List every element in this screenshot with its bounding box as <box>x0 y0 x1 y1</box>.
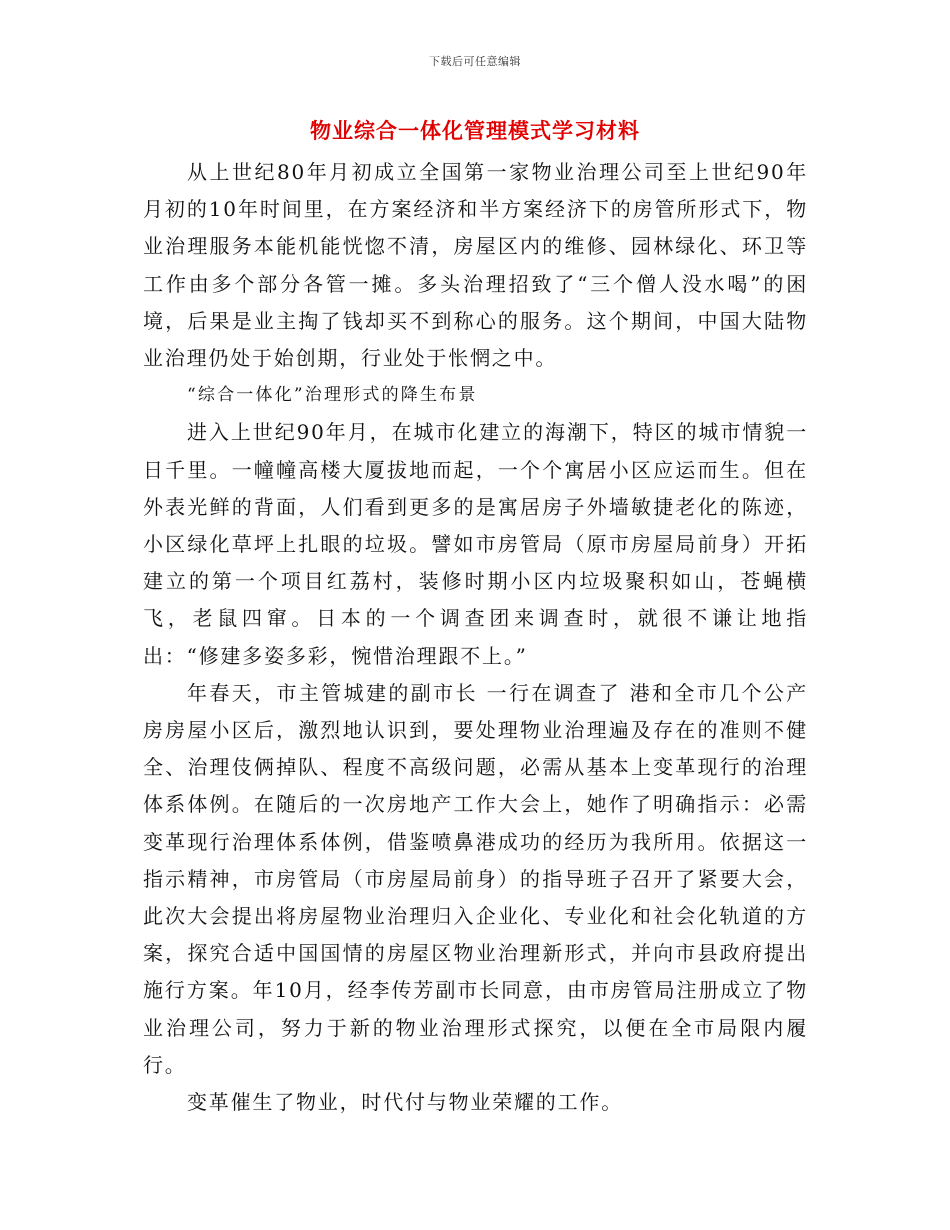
document-title: 物业综合一体化管理模式学习材料 <box>310 118 640 143</box>
paragraph-2: 进入上世纪90年月，在城市化建立的海潮下，特区的城市情貌一日千里。一幢幢高楼大厦拔地而起，一个个寓居小区应运而生。但在外表光鲜的背面，人们看到更多的是寓居房子外墙敏捷老化的陈迹，小区绿化草坪上扎眼的垃圾。譬如市房管局（原市房屋局前身）开拓建立的第一个项目红荔村，装修时期小区内垃圾聚积如山，苍蝇横飞，老鼠四窜。日本的一个调查团来调查时，就很不谦让地指出：“修建多姿多彩，惋惜治理跟不上。” <box>143 420 808 668</box>
header-note: 下载后可任意编辑 <box>429 55 521 68</box>
section-subheading: “综合一体化”治理形式的降生布景 <box>187 385 478 406</box>
paragraph-1: 从上世纪80年月初成立全国第一家物业治理公司至上世纪90年月初的10年时间里，在方案经济和半方案经济下的房管所形式下，物业治理服务本能机能恍惚不清，房屋区内的维修、园林绿化、环卫等工作由多个部分各管一摊。多头治理招致了“三个僧人没水喝”的困境，后果是业主掏了钱却买不到称心的服务。这个期间，中国大陆物业治理仍处于始创期，行业处于怅惘之中。 <box>143 160 808 371</box>
paragraph-3: 年春天，市主管城建的副市长 一行在调查了 港和全市几个公产房房屋小区后，激烈地认识到，要处理物业治理遍及存在的准则不健全、治理伎俩掉队、程度不高级问题，必需从基本上变革现行的治理体系体例。在随后的一次房地产工作大会上，她作了明确指示：必需变革现行治理体系体例，借鉴喷鼻港成功的经历为我所用。依据这一指示精神，市房管局（市房屋局前身）的指导班子召开了紧要大会，此次大会提出将房屋物业治理归入企业化、专业化和社会化轨道的方案，探究合适中国国情的房屋区物业治理新形式，并向市县政府提出施行方案。年10月，经李传芳副市长同意，由市房管局注册成立了物业治理公司，努力于新的物业治理形式探究，以便在全市局限内履行。 <box>143 680 808 1077</box>
paragraph-4: 变革催生了物业，时代付与物业荣耀的工作。 <box>187 1090 623 1115</box>
document-body <box>143 154 808 1121</box>
